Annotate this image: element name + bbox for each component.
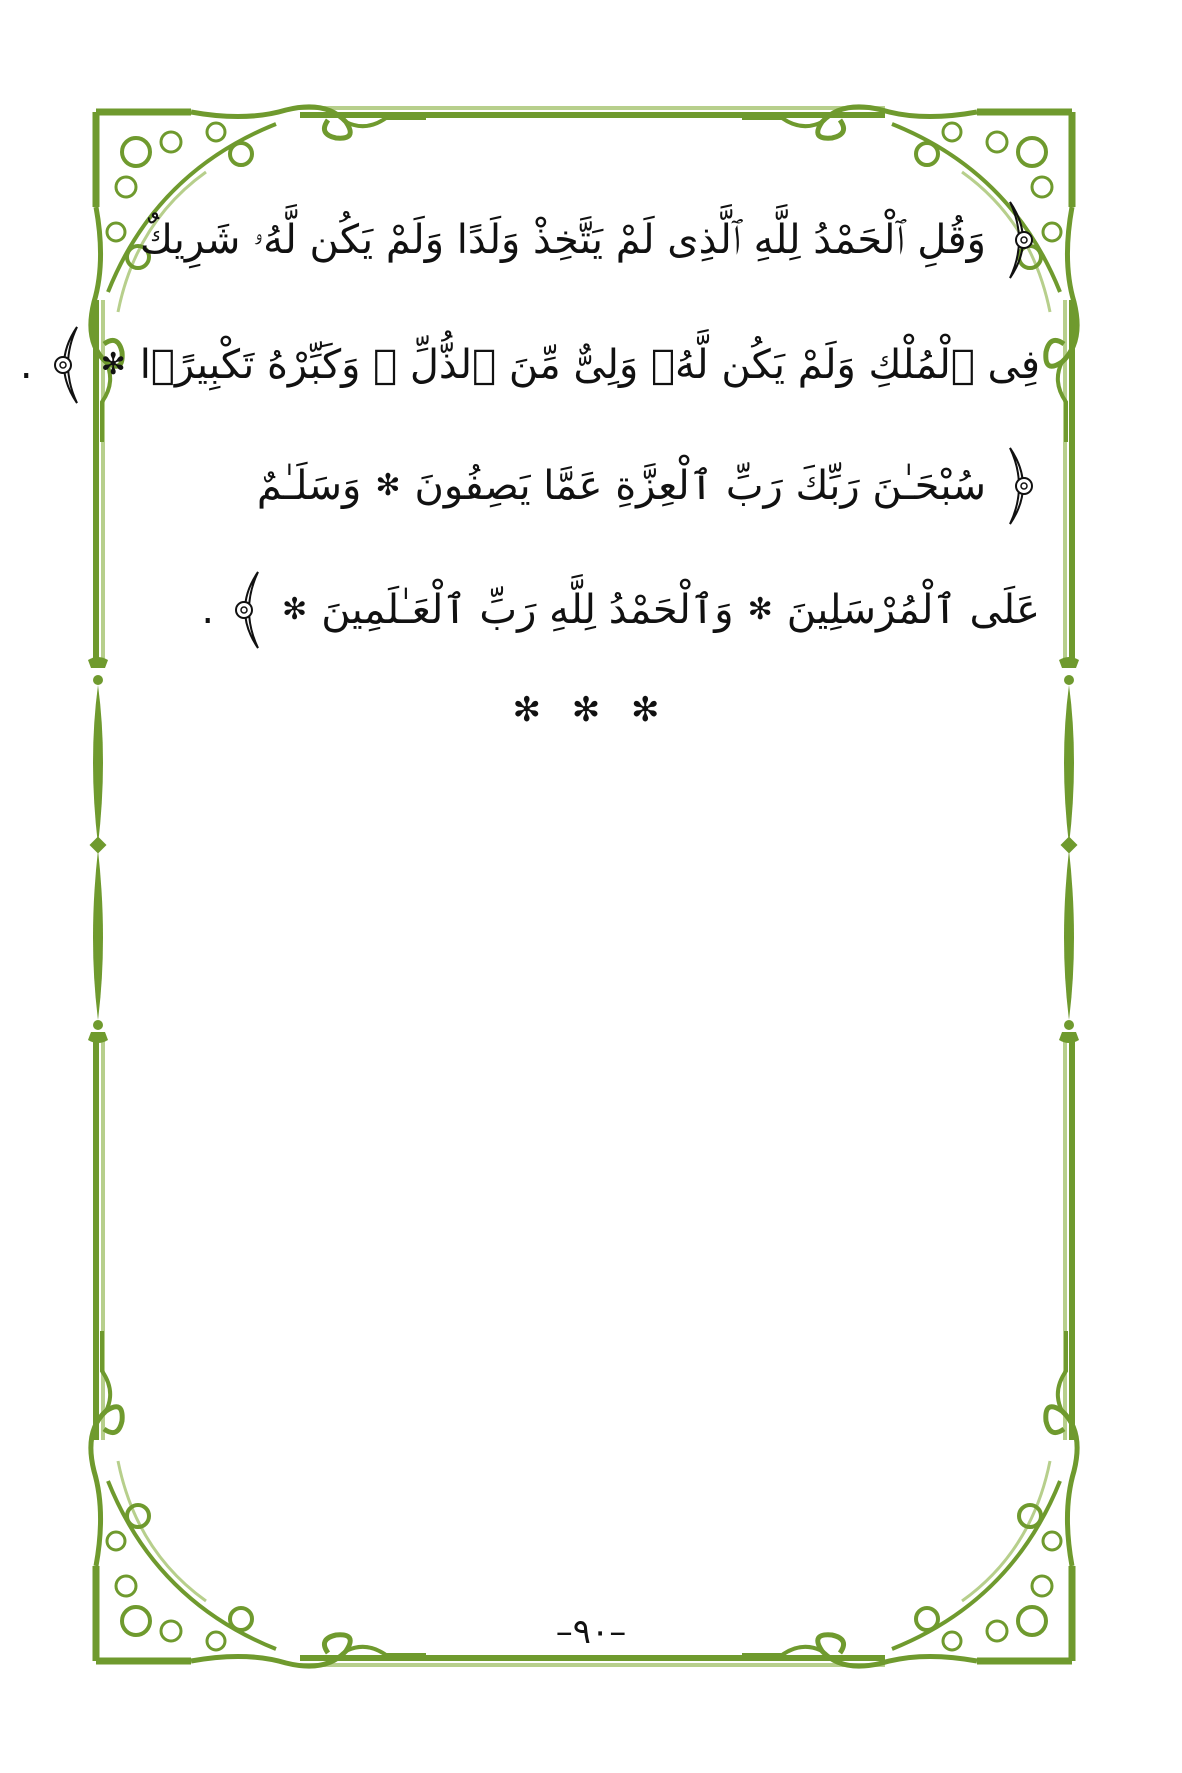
verse-star-icon: ✻ [747,592,773,627]
ornate-bracket-close-icon [228,570,268,650]
verse-1-line-1 [140,210,1040,270]
end-period: . [201,587,215,633]
verse-text: سُبْحَـٰنَ رَبِّكَ رَبِّ ٱلْعِزَّةِ عَمَّا يَصِفُونَ [414,463,986,509]
section-separator: ✻ ✻ ✻ [512,690,670,730]
verse-text: وَسَلَـٰمٌ [256,463,362,509]
verse-2-line-2 [160,580,1040,640]
ornate-bracket-close-icon [47,325,87,405]
page-number: –٩٠– [555,1612,627,1652]
verse-2-line-1 [160,456,1040,516]
verse-star-icon: ✻ [375,468,401,503]
end-period: . [19,342,33,388]
ornate-bracket-open-icon [1000,200,1040,280]
verse-text: وَٱلْحَمْدُ لِلَّهِ رَبِّ ٱلْعَـٰلَمِينَ [321,587,734,633]
verse-text: وَقُلِ ٱلْحَمْدُ لِلَّهِ ٱلَّذِى لَمْ يَتَّخِذْ وَلَدًا وَلَمْ يَكُن لَّهُۥ شَرِيكٌ [140,217,986,263]
verse-1-line-2 [19,335,1040,395]
verse-text: فِى ٱلْمُلْكِ وَلَمْ يَكُن لَّهُۥ وَلِىٌّ مِّنَ ٱلذُّلِّ ۖ وَكَبِّرْهُ تَكْبِيرًۢا [139,342,1040,388]
verse-text: عَلَى ٱلْمُرْسَلِينَ [786,587,1040,633]
ornate-bracket-open-icon [1000,446,1040,526]
verse-star-icon: ✻ [100,347,126,382]
verse-star-icon: ✻ [282,592,308,627]
